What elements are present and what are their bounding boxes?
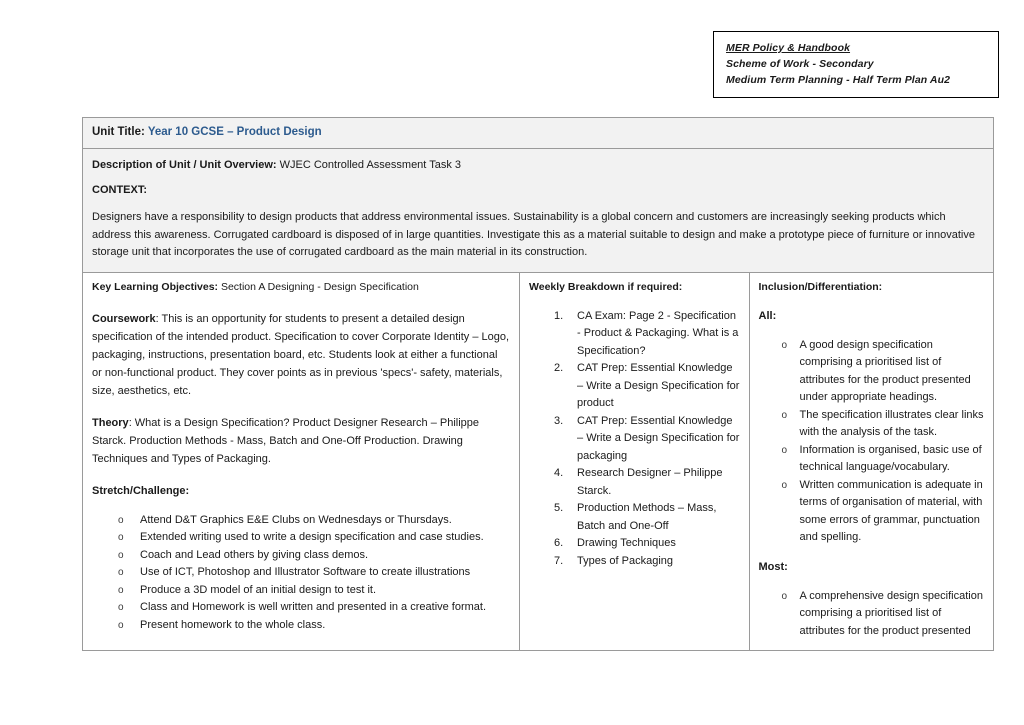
context-body: Designers have a responsibility to design products that address environmental issues. Sustainability is a global concern and customers are increasingly seeking products which address this awareness. Corrugated cardboard is disposed of in large quantities. Investigate this as a material suitable to design and make a prototype piece of furniture or innovative storage unit that incorporates the use of corrugated cardboard as the main material in its construction. [92, 211, 975, 258]
list-item: o Written communication is adequate in terms of organisation of material, with some errors of grammar, punctuation and spelling. [759, 477, 984, 547]
reference-line-planning: Medium Term Planning - Half Term Plan Au2 [726, 74, 951, 86]
list-item: o Produce a 3D model of an initial design to test it. [92, 582, 510, 599]
list-item: Drawing Techniques [577, 537, 676, 549]
list-item: o Attend D&T Graphics E&E Clubs on Wednesdays or Thursdays. [92, 512, 510, 529]
inclusion-most-label: Most: [758, 560, 788, 573]
inclusion-most-list [759, 588, 984, 641]
list-item: o Use of ICT, Photoshop and Illustrator Software to create illustrations [92, 564, 510, 581]
reference-line-policy: MER Policy & Handbook [726, 42, 851, 54]
context-label: CONTEXT: [92, 184, 147, 196]
objectives-spacer [92, 295, 510, 310]
inclusion-heading-label: Inclusion/Differentiation: [758, 280, 883, 293]
unit-title-label: Unit Title: [92, 126, 145, 138]
list-item: CAT Prep: Essential Knowledge – Write a Design Specification for product [577, 362, 740, 409]
list-item: Production Methods – Mass, Batch and One-Off [577, 502, 717, 532]
list-item: o Extended writing used to write a design specification and case studies. [92, 529, 510, 546]
objectives-heading-value: Section A Designing - Design Specification [220, 280, 419, 293]
key-learning-objectives-cell [83, 273, 520, 651]
list-item: CA Exam: Page 2 - Specification - Product & Packaging. What is a Specification? [577, 309, 739, 357]
inclusion-heading [759, 280, 984, 295]
list-item: o Coach and Lead others by giving class demos. [92, 547, 510, 564]
inclusion-spacer-top [759, 295, 984, 307]
coursework-label: Coursework [92, 312, 156, 325]
description-row [83, 149, 993, 273]
weekly-breakdown-heading [529, 280, 740, 295]
list-item: o A comprehensive design specification comprising a prioritised list of attributes for the product presented [759, 588, 984, 641]
theory-body: : What is a Design Specification? Product Designer Research – Philippe Starck. Production Methods - Mass, Batch and One-Off Production. Drawing Techniques and Types of Packaging. [92, 416, 480, 465]
coursework-body: : This is an opportunity for students to present a detailed design specification of the intended product. Specification to cover Corporate Identity – Logo, packaging, instructions, presentation board, etc. Students look at either a functional or non-functional product. They cover points as in previous 'specs'- safety, materials, size, aesthetics, etc. [92, 312, 510, 397]
document-reference-box [713, 31, 999, 98]
plan-columns-row [83, 273, 993, 651]
weekly-breakdown-cell [520, 273, 750, 651]
weekly-breakdown-label: Weekly Breakdown if required: [529, 280, 683, 293]
reference-line-scheme: Scheme of Work - Secondary [726, 58, 874, 70]
unit-title-row [83, 118, 993, 149]
list-item: CAT Prep: Essential Knowledge – Write a Design Specification for packaging [577, 414, 740, 462]
medium-term-plan-table [82, 117, 994, 651]
objectives-heading-label: Key Learning Objectives: [92, 280, 219, 293]
inclusion-all-label: All: [758, 309, 777, 322]
unit-title [92, 125, 983, 140]
coursework-paragraph [92, 310, 510, 400]
weekly-breakdown-list [529, 308, 740, 571]
list-item: o Present homework to the whole class. [92, 617, 510, 634]
theory-label: Theory [92, 416, 129, 429]
list-item: o A good design specification comprising a prioritised list of attributes for the product presented under appropriate headings. [759, 337, 984, 407]
description-value: WJEC Controlled Assessment Task 3 [279, 159, 462, 171]
stretch-challenge-label: Stretch/Challenge: [92, 484, 190, 497]
inclusion-differentiation-cell [750, 273, 993, 651]
list-item: Types of Packaging [577, 554, 674, 567]
list-item: o The specification illustrates clear links with the analysis of the task. [759, 407, 984, 442]
unit-title-value: Year 10 GCSE – Product Design [147, 126, 322, 138]
list-item: o Information is organised, basic use of technical language/vocabulary. [759, 442, 984, 477]
description-label: Description of Unit / Unit Overview: [92, 159, 277, 171]
description-heading [92, 158, 983, 173]
weekly-spacer [529, 295, 740, 308]
theory-paragraph [92, 414, 510, 468]
inclusion-all-list [759, 337, 984, 547]
inclusion-spacer-mid [759, 547, 984, 558]
list-item: o Class and Homework is well written and presented in a creative format. [92, 599, 510, 616]
objectives-heading [92, 280, 510, 295]
list-item: Research Designer – Philippe Starck. [577, 467, 723, 497]
stretch-challenge-list [92, 512, 510, 634]
